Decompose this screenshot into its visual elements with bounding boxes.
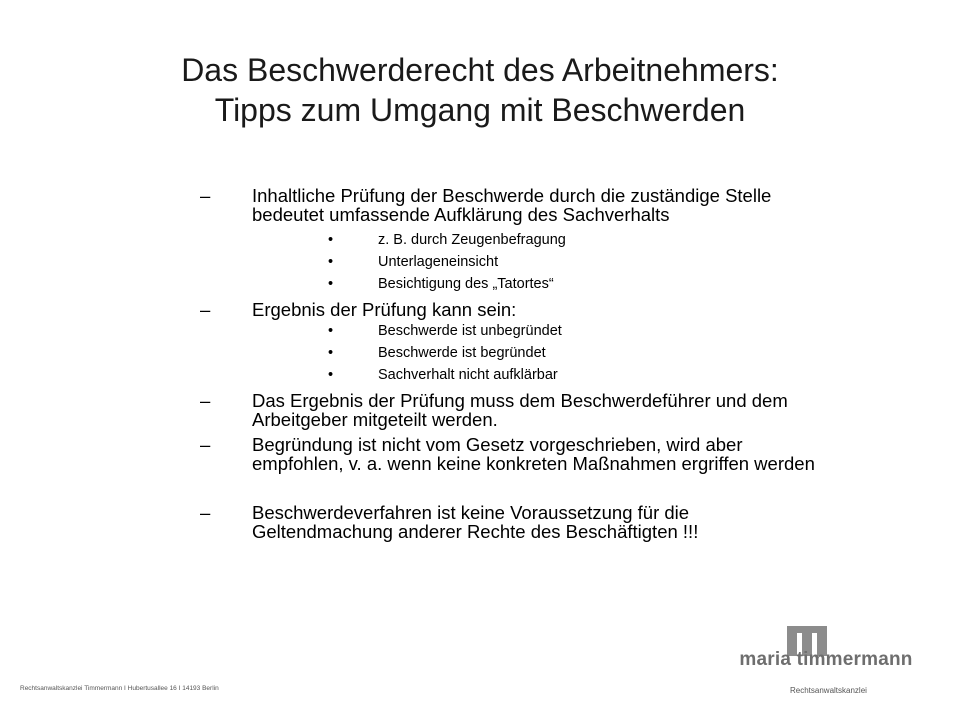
sub-list-item <box>328 323 828 340</box>
list-item-text: Begründung ist nicht vom Gesetz vorgeschrieben, wird aber empfohlen, v. a. wenn keine konkreten Maßnahmen ergriffen werden <box>252 434 815 474</box>
bullet-marker: • <box>328 323 334 339</box>
list-item-text: Inhaltliche Prüfung der Beschwerde durch die zuständige Stelle bedeutet umfassende Aufklärung des Sachverhalts <box>252 185 772 225</box>
dash-marker: – <box>200 390 211 411</box>
sub-list-item <box>328 254 828 271</box>
bullet-marker: • <box>328 232 334 248</box>
sub-list-item-text: Sachverhalt nicht aufklärbar <box>378 367 558 383</box>
sub-list-item <box>328 276 828 293</box>
sub-list-item-text: Besichtigung des „Tatortes“ <box>378 276 554 292</box>
slide-title <box>60 50 900 130</box>
company-logo <box>736 622 916 682</box>
sub-list-item <box>328 232 828 249</box>
list-item <box>200 186 820 224</box>
list-item-text: Ergebnis der Prüfung kann sein: <box>252 299 517 320</box>
dash-marker: – <box>200 434 211 455</box>
sub-list-item-text: z. B. durch Zeugenbefragung <box>378 232 566 248</box>
sub-list-item-text: Beschwerde ist begründet <box>378 345 546 361</box>
dash-marker: – <box>200 502 211 523</box>
list-item <box>200 300 820 319</box>
bullet-marker: • <box>328 254 334 270</box>
title-line-1: Das Beschwerderecht des Arbeitnehmers: <box>181 52 779 88</box>
sub-list-item <box>328 367 828 384</box>
title-line-2: Tipps zum Umgang mit Beschwerden <box>214 92 746 128</box>
list-item <box>200 435 820 473</box>
sub-list-item-text: Unterlageneinsicht <box>378 254 499 270</box>
list-item-text: Das Ergebnis der Prüfung muss dem Beschwerdeführer und dem Arbeitgeber mitgeteilt werden. <box>252 390 788 430</box>
bullet-marker: • <box>328 276 334 292</box>
sub-list-item-text: Beschwerde ist unbegründet <box>378 323 562 339</box>
list-item <box>200 503 820 541</box>
dash-marker: – <box>200 185 211 206</box>
footer-address: Rechtsanwaltskanzlei Timmermann I Hubertusallee 16 I 14193 Berlin <box>20 685 219 692</box>
bullet-marker: • <box>328 367 334 383</box>
list-item <box>200 391 820 429</box>
bullet-marker: • <box>328 345 334 361</box>
dash-marker: – <box>200 299 211 320</box>
list-item-text: Beschwerdeverfahren ist keine Voraussetzung für die Geltendmachung anderer Rechte des Beschäftigten !!! <box>252 502 699 542</box>
logo-text: maria timmermann <box>739 649 913 670</box>
footer-firm-label: Rechtsanwaltskanzlei <box>790 686 867 695</box>
sub-list-item <box>328 345 828 362</box>
